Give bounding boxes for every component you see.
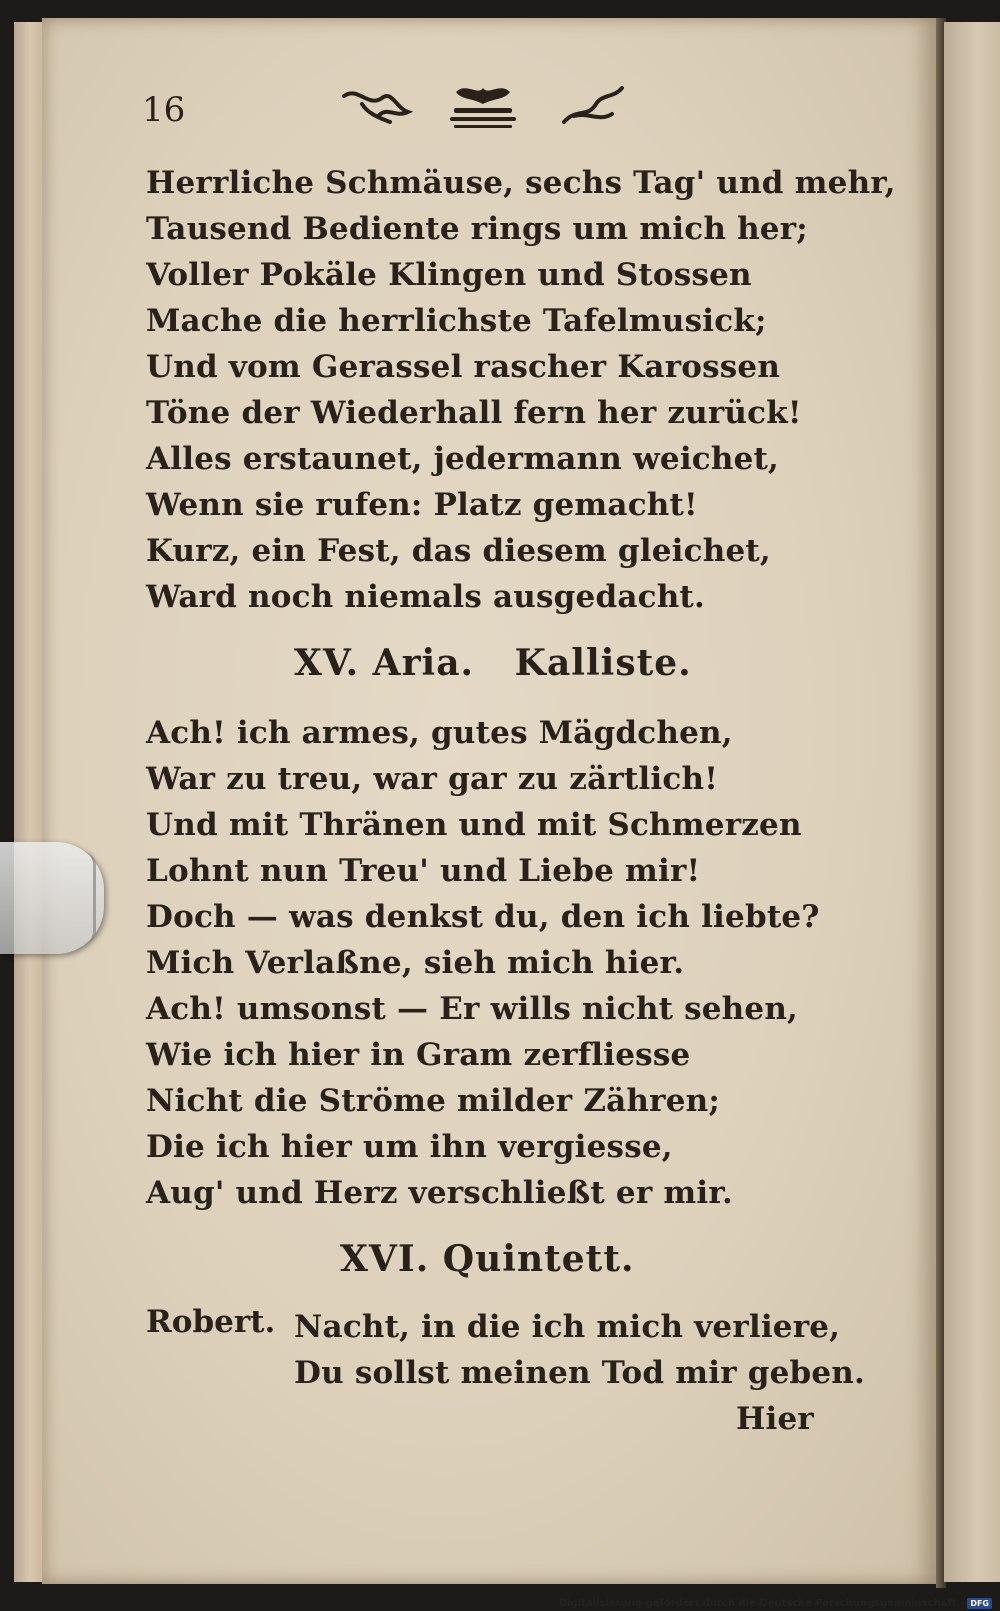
verse-line: Du sollst meinen Tod mir geben. — [294, 1355, 866, 1391]
verse-line: Alles erstaunet, jedermann weichet, — [146, 441, 780, 477]
verse-line: Und mit Thränen und mit Schmerzen — [146, 807, 802, 843]
verse-line: Wie ich hier in Gram zerfliesse — [146, 1037, 691, 1073]
verse-line: Aug' und Herz verschließt er mir. — [146, 1175, 734, 1211]
digitization-credit — [559, 1598, 992, 1609]
header-ornament-icon — [338, 78, 628, 138]
bookmark-clip — [0, 842, 104, 954]
credit-text: Digitalisierung gefördert durch die Deutsche Forschungsgemeinschaft - — [558, 1598, 965, 1609]
catchword: Hier — [736, 1401, 814, 1437]
dfg-logo: DFG — [967, 1598, 992, 1609]
verse-line: Ach! ich armes, gutes Mägdchen, — [146, 715, 733, 751]
verse-line: Tausend Bediente rings um mich her; — [146, 211, 808, 247]
verse-line: Ward noch niemals ausgedacht. — [146, 579, 705, 615]
verse-line: Wenn sie rufen: Platz gemacht! — [146, 487, 698, 523]
page-number: 16 — [142, 90, 186, 130]
verse-line: Die ich hier um ihn vergiesse, — [146, 1129, 673, 1165]
verse-line: Nacht, in die ich mich verliere, — [294, 1309, 841, 1345]
verse-line: Und vom Gerassel rascher Karossen — [146, 349, 781, 385]
verse-line: Lohnt nun Treu' und Liebe mir! — [146, 853, 701, 889]
speaker-name: Robert. — [146, 1304, 276, 1340]
verse-line: Mache die herrlichste Tafelmusick; — [146, 303, 767, 339]
verse-line: Töne der Wiederhall fern her zurück! — [146, 395, 802, 431]
verse-line: Voller Pokäle Klingen und Stossen — [146, 257, 752, 293]
verse-line: Ach! umsonst — Er wills nicht sehen, — [146, 991, 799, 1027]
verse-line: Mich Verlaßne, sieh mich hier. — [146, 945, 685, 981]
verse-line: Doch — was denkst du, den ich liebte? — [146, 899, 820, 935]
verse-line: War zu treu, war gar zu zärtlich! — [146, 761, 719, 797]
verse-line: Kurz, ein Fest, das diesem gleichet, — [146, 533, 771, 569]
verse-line: Herrliche Schmäuse, sechs Tag' und mehr, — [146, 165, 896, 201]
facing-page-edge — [944, 22, 1000, 1582]
quintett-heading: XVI. Quintett. — [340, 1238, 635, 1280]
aria-heading: XV. Aria. Kalliste. — [294, 642, 692, 684]
verse-line: Nicht die Ströme milder Zähren; — [146, 1083, 721, 1119]
